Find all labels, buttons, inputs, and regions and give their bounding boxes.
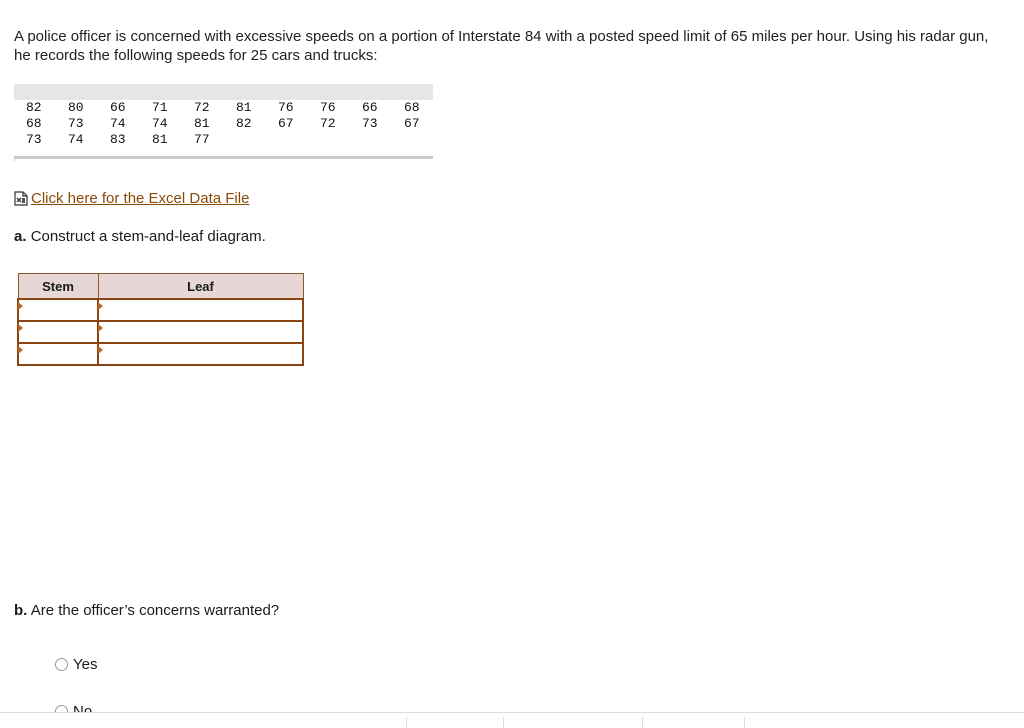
leaf-input-cell[interactable]	[98, 321, 303, 343]
speed-value: 81	[194, 116, 210, 131]
speed-value: 82	[236, 116, 252, 131]
stem-input-cell[interactable]	[18, 299, 98, 321]
toolbar-separator	[406, 717, 407, 728]
speed-value: 72	[194, 100, 210, 115]
speed-value: 67	[404, 116, 420, 131]
speed-value: 73	[26, 132, 42, 147]
bottom-toolbar	[0, 712, 1024, 728]
question-b	[14, 602, 279, 619]
speed-value: 80	[68, 100, 84, 115]
question-a-label: a.	[14, 228, 27, 245]
data-box-divider	[14, 156, 433, 159]
cell-flag-icon	[18, 302, 23, 310]
speed-value: 83	[110, 132, 126, 147]
speed-data-box	[14, 84, 433, 161]
question-a	[14, 228, 266, 245]
speed-value: 74	[110, 116, 126, 131]
stem-header: Stem	[18, 274, 98, 300]
speed-value: 74	[68, 132, 84, 147]
speed-value: 66	[362, 100, 378, 115]
speed-value: 68	[404, 100, 420, 115]
table-row	[18, 343, 303, 365]
speed-value: 68	[26, 116, 42, 131]
speed-value: 76	[320, 100, 336, 115]
cell-flag-icon	[18, 346, 23, 354]
toolbar-separator	[744, 717, 745, 728]
speed-value: 82	[26, 100, 42, 115]
stem-input-cell[interactable]	[18, 321, 98, 343]
question-b-label: b.	[14, 602, 28, 619]
leaf-header: Leaf	[98, 274, 303, 300]
data-box-notch	[14, 156, 15, 161]
speed-value: 76	[278, 100, 294, 115]
speed-value: 67	[278, 116, 294, 131]
speed-value: 72	[320, 116, 336, 131]
leaf-input-cell[interactable]	[98, 299, 303, 321]
cell-flag-icon	[98, 302, 103, 310]
leaf-input-cell[interactable]	[98, 343, 303, 365]
stem-leaf-table	[17, 273, 304, 366]
question-a-text: Construct a stem-and-leaf diagram.	[30, 228, 266, 245]
speed-value: 73	[362, 116, 378, 131]
cell-flag-icon	[98, 346, 103, 354]
question-b-text: Are the officer’s concerns warranted?	[30, 602, 280, 619]
speed-value: 73	[68, 116, 84, 131]
radio-yes[interactable]	[55, 658, 68, 671]
table-row	[18, 299, 303, 321]
speed-value: 81	[236, 100, 252, 115]
cell-flag-icon	[18, 324, 23, 332]
speed-value: 77	[194, 132, 210, 147]
excel-file-icon	[14, 191, 28, 206]
option-yes[interactable]	[55, 656, 97, 673]
speed-value: 71	[152, 100, 168, 115]
excel-link-text[interactable]: Click here for the Excel Data File	[31, 189, 250, 207]
toolbar-separator	[503, 717, 504, 728]
speed-value: 74	[152, 116, 168, 131]
stem-input-cell[interactable]	[18, 343, 98, 365]
speed-value: 81	[152, 132, 168, 147]
excel-data-link[interactable]	[14, 188, 249, 208]
cell-flag-icon	[98, 324, 103, 332]
speed-value: 66	[110, 100, 126, 115]
option-yes-label: Yes	[73, 656, 98, 673]
table-row	[18, 321, 303, 343]
problem-intro: A police officer is concerned with excessive speeds on a portion of Interstate 84 with a posted speed limit of 65 miles per hour. Using his radar gun, he records the following speeds for 25 cars and trucks:	[14, 28, 989, 64]
data-box-header-bar	[14, 84, 433, 100]
toolbar-separator	[642, 717, 643, 728]
